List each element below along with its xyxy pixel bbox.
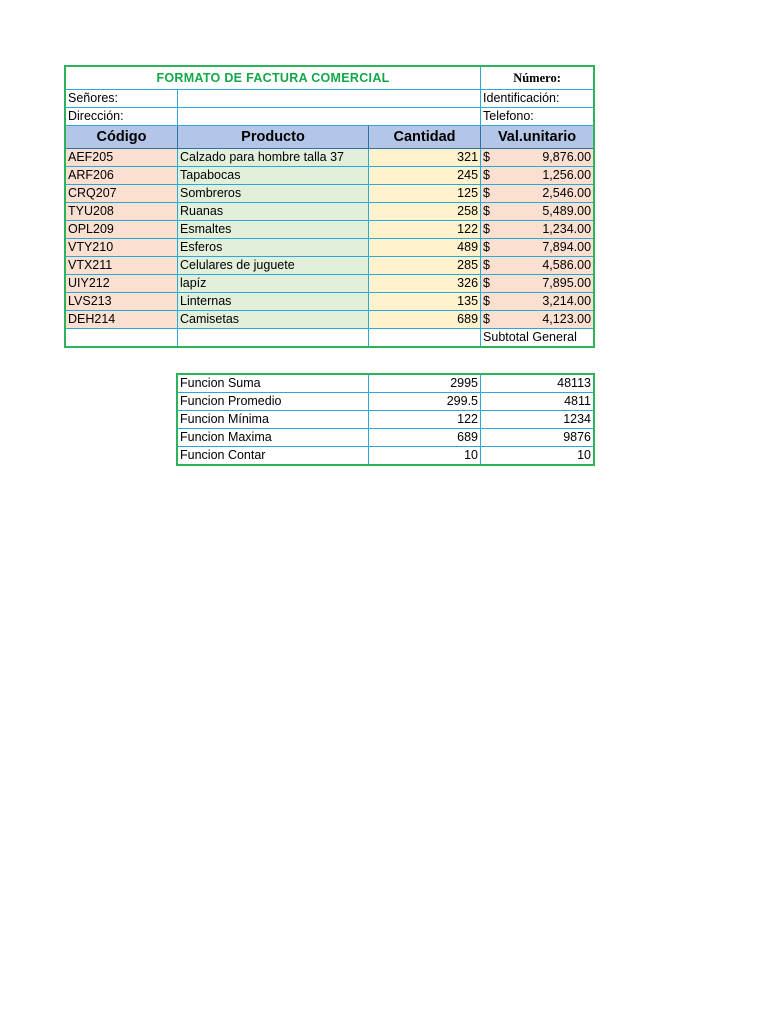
table-row [66, 239, 594, 257]
table-row [66, 185, 594, 203]
val-unitario-cell[interactable] [481, 257, 594, 275]
column-header-row [66, 126, 594, 149]
function-valor-cell[interactable]: 10 [481, 447, 594, 465]
currency-symbol: $ [483, 150, 490, 164]
price-value: 4,123.00 [542, 312, 592, 326]
function-label-cell[interactable]: Funcion Maxima [178, 429, 369, 447]
producto-cell[interactable]: Ruanas [178, 203, 369, 221]
telefono-label[interactable]: Telefono: [481, 108, 594, 126]
empty-cell[interactable] [66, 329, 178, 347]
val-unitario-cell[interactable] [481, 221, 594, 239]
senores-label[interactable]: Señores: [66, 90, 178, 108]
empty-cell[interactable] [178, 329, 369, 347]
price-value: 2,546.00 [542, 186, 592, 200]
invoice-table [65, 66, 594, 347]
producto-cell[interactable]: Calzado para hombre talla 37 [178, 149, 369, 167]
producto-cell[interactable]: Tapabocas [178, 167, 369, 185]
function-label-cell[interactable]: Funcion Promedio [178, 393, 369, 411]
function-valor-cell[interactable]: 4811 [481, 393, 594, 411]
table-row [66, 257, 594, 275]
producto-cell[interactable]: lapíz [178, 275, 369, 293]
function-valor-cell[interactable]: 48113 [481, 375, 594, 393]
producto-cell[interactable]: Esferos [178, 239, 369, 257]
function-row [178, 411, 594, 429]
price-value: 7,895.00 [542, 276, 592, 290]
function-cantidad-cell[interactable]: 299.5 [369, 393, 481, 411]
price-value: 7,894.00 [542, 240, 592, 254]
producto-cell[interactable]: Celulares de juguete [178, 257, 369, 275]
cantidad-cell[interactable]: 258 [369, 203, 481, 221]
table-row [66, 275, 594, 293]
function-cantidad-cell[interactable]: 122 [369, 411, 481, 429]
price-value: 5,489.00 [542, 204, 592, 218]
val-unitario-cell[interactable] [481, 275, 594, 293]
empty-cell[interactable] [369, 329, 481, 347]
table-row [66, 221, 594, 239]
function-valor-cell[interactable]: 1234 [481, 411, 594, 429]
functions-table [177, 374, 594, 465]
currency-symbol: $ [483, 186, 490, 200]
direccion-label[interactable]: Dirección: [66, 108, 178, 126]
function-cantidad-cell[interactable]: 10 [369, 447, 481, 465]
cantidad-cell[interactable]: 321 [369, 149, 481, 167]
codigo-cell[interactable]: LVS213 [66, 293, 178, 311]
cantidad-cell[interactable]: 489 [369, 239, 481, 257]
cantidad-cell[interactable]: 125 [369, 185, 481, 203]
identificacion-label[interactable]: Identificación: [481, 90, 594, 108]
price-value: 9,876.00 [542, 150, 592, 164]
table-row [66, 293, 594, 311]
function-cantidad-cell[interactable]: 689 [369, 429, 481, 447]
function-label-cell[interactable]: Funcion Mínima [178, 411, 369, 429]
codigo-cell[interactable]: DEH214 [66, 311, 178, 329]
val-unitario-cell[interactable] [481, 167, 594, 185]
column-header-producto[interactable]: Producto [178, 126, 369, 149]
val-unitario-cell[interactable] [481, 311, 594, 329]
cantidad-cell[interactable]: 135 [369, 293, 481, 311]
cantidad-cell[interactable]: 122 [369, 221, 481, 239]
val-unitario-cell[interactable] [481, 239, 594, 257]
price-value: 3,214.00 [542, 294, 592, 308]
currency-symbol: $ [483, 240, 490, 254]
producto-cell[interactable]: Linternas [178, 293, 369, 311]
codigo-cell[interactable]: TYU208 [66, 203, 178, 221]
val-unitario-cell[interactable] [481, 185, 594, 203]
codigo-cell[interactable]: OPL209 [66, 221, 178, 239]
function-row [178, 393, 594, 411]
codigo-cell[interactable]: VTY210 [66, 239, 178, 257]
val-unitario-cell[interactable] [481, 203, 594, 221]
table-row [66, 203, 594, 221]
subtotal-label[interactable]: Subtotal General [481, 329, 594, 347]
column-header-cantidad[interactable]: Cantidad [369, 126, 481, 149]
codigo-cell[interactable]: ARF206 [66, 167, 178, 185]
cantidad-cell[interactable]: 326 [369, 275, 481, 293]
cantidad-cell[interactable]: 245 [369, 167, 481, 185]
table-row [66, 149, 594, 167]
currency-symbol: $ [483, 204, 490, 218]
table-row [66, 311, 594, 329]
table-row [66, 167, 594, 185]
val-unitario-cell[interactable] [481, 149, 594, 167]
codigo-cell[interactable]: AEF205 [66, 149, 178, 167]
codigo-cell[interactable]: CRQ207 [66, 185, 178, 203]
price-value: 1,234.00 [542, 222, 592, 236]
codigo-cell[interactable]: VTX211 [66, 257, 178, 275]
currency-symbol: $ [483, 294, 490, 308]
currency-symbol: $ [483, 312, 490, 326]
price-value: 4,586.00 [542, 258, 592, 272]
function-row [178, 447, 594, 465]
function-label-cell[interactable]: Funcion Contar [178, 447, 369, 465]
currency-symbol: $ [483, 222, 490, 236]
val-unitario-cell[interactable] [481, 293, 594, 311]
column-header-codigo[interactable]: Código [66, 126, 178, 149]
currency-symbol: $ [483, 168, 490, 182]
invoice-title[interactable]: FORMATO DE FACTURA COMERCIAL [66, 67, 481, 90]
function-valor-cell[interactable]: 9876 [481, 429, 594, 447]
function-row [178, 375, 594, 393]
senores-value-cell[interactable] [178, 90, 481, 108]
price-value: 1,256.00 [542, 168, 592, 182]
producto-cell[interactable]: Esmaltes [178, 221, 369, 239]
function-label-cell[interactable]: Funcion Suma [178, 375, 369, 393]
currency-symbol: $ [483, 276, 490, 290]
cantidad-cell[interactable]: 689 [369, 311, 481, 329]
producto-cell[interactable]: Camisetas [178, 311, 369, 329]
cantidad-cell[interactable]: 285 [369, 257, 481, 275]
currency-symbol: $ [483, 258, 490, 272]
producto-cell[interactable]: Sombreros [178, 185, 369, 203]
function-cantidad-cell[interactable]: 2995 [369, 375, 481, 393]
codigo-cell[interactable]: UIY212 [66, 275, 178, 293]
direccion-value-cell[interactable] [178, 108, 481, 126]
numero-label[interactable]: Número: [481, 67, 594, 90]
column-header-val-unitario[interactable]: Val.unitario [481, 126, 594, 149]
function-row [178, 429, 594, 447]
